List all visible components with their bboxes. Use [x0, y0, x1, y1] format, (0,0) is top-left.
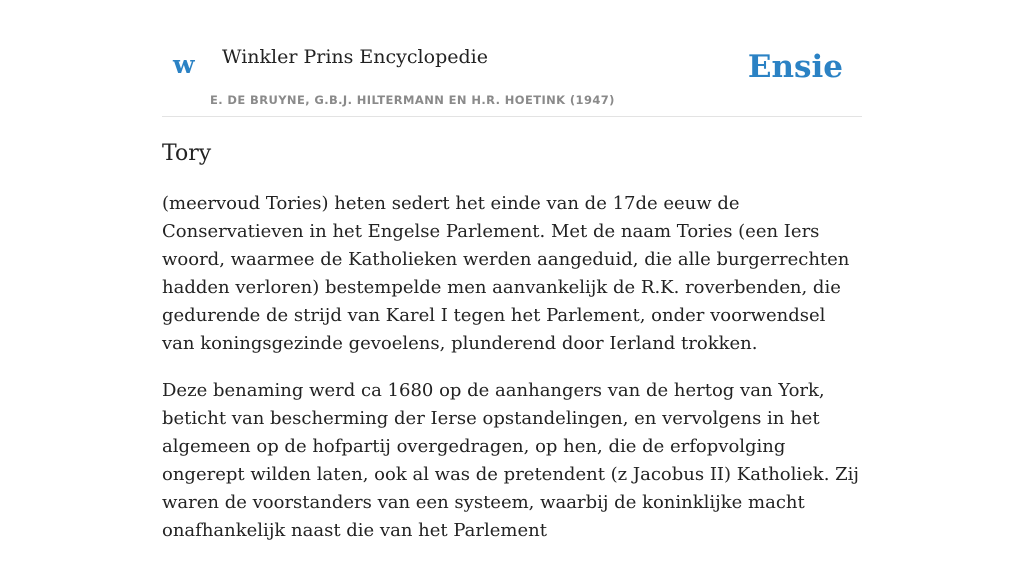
article [162, 138, 862, 564]
article-paragraph: (meervoud Tories) heten sedert het einde van de 17de eeuw de Conservatieven in het Engelse Parlement. Met de naam Tories (een Iers woord, waarmee de Katholieken werden aangeduid, die alle burgerrechten hadden verloren) bestempelde men aanvankelijk de R.K. roverbenden, die gedurende de strijd van Karel I tegen het Parlement, onder voorwendsel van koningsgezinde gevoelens, plunderend door Ierland trokken. [162, 193, 850, 354]
header [162, 0, 862, 117]
encyclopedia-title-link[interactable]: Winkler Prins Encyclopedie [222, 46, 488, 68]
winkler-prins-logo[interactable]: w [173, 50, 195, 79]
ensie-logo[interactable]: Ensie [747, 49, 843, 85]
authors-line: E. DE BRUYNE, G.B.J. HILTERMANN EN H.R. HOETINK (1947) [210, 93, 615, 107]
article-title: Tory [162, 141, 212, 166]
article-paragraph: Deze benaming werd ca 1680 op de aanhangers van de hertog van York, beticht van bescherming der Ierse opstandelingen, en vervolgens in het algemeen op de hofpartij overgedragen, op hen, die de erfopvolging ongerept wilden laten, ook al was de pretendent (z Jacobus II) Katholiek. Zij waren de voorstanders van een systeem, waarbij de koninklijke macht onafhankelijk naast die van het Parlement [162, 380, 859, 541]
